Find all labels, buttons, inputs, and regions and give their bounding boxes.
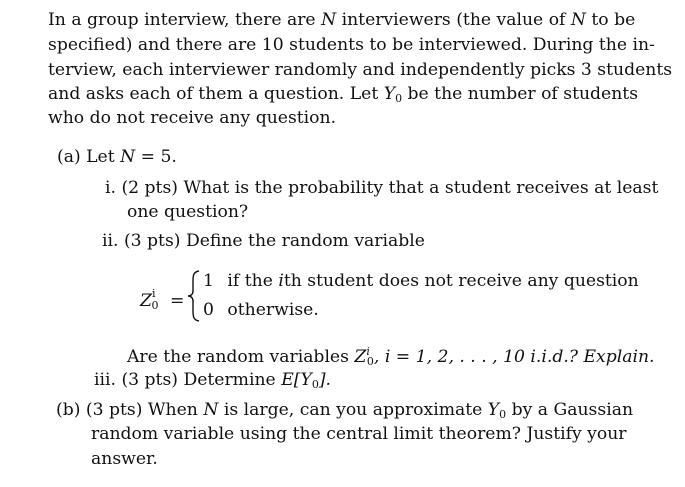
part-b-label: (b) [56,400,81,420]
intro-line-1: In a group interview, there are N interviewers (the value of N to be [48,10,636,30]
case-1: 1 if the ith student does not receive any question [203,271,639,291]
question-i-label: i. [105,178,116,198]
question-i-line-1: i. (2 pts) What is the probability that a student receives at least [105,178,659,198]
question-ii-label: ii. [102,231,119,251]
question-iii: iii. (3 pts) Determine $E[Y_0]$. [94,370,331,391]
question-i-line-2: one question? [127,202,249,222]
question-ii-line-1: ii. (3 pts) Define the random variable [102,231,425,251]
intro-line-2: specified) and there are 10 students to be interviewed. During the in- [48,35,655,55]
part-a: (a) Let N = 5. [57,147,177,167]
question-ii-followup: Are the random variables $Z^i_0$, i = 1, 2, . . . , 10 i.i.d.? Explain. [127,345,655,368]
intro-line-4: and asks each of them a question. Let $Y_0$ be the number of students [48,84,639,105]
part-a-label: (a) [57,147,81,167]
equation-lhs: $Z^i_0$ = [140,287,185,312]
part-b-line-2: random variable using the central limit theorem? Justify your [91,424,627,444]
question-iii-label: iii. [94,370,116,390]
intro-line-3: terview, each interviewer randomly and independently picks 3 students [48,60,673,80]
intro-line-5: who do not receive any question. [48,108,337,128]
part-b-line-3: answer. [91,449,158,469]
case-2: 0 otherwise. [203,300,319,320]
part-b-line-1: (b) (3 pts) When N is large, can you approximate $Y_0$ by a Gaussian [56,400,634,421]
left-brace-icon [187,270,201,322]
